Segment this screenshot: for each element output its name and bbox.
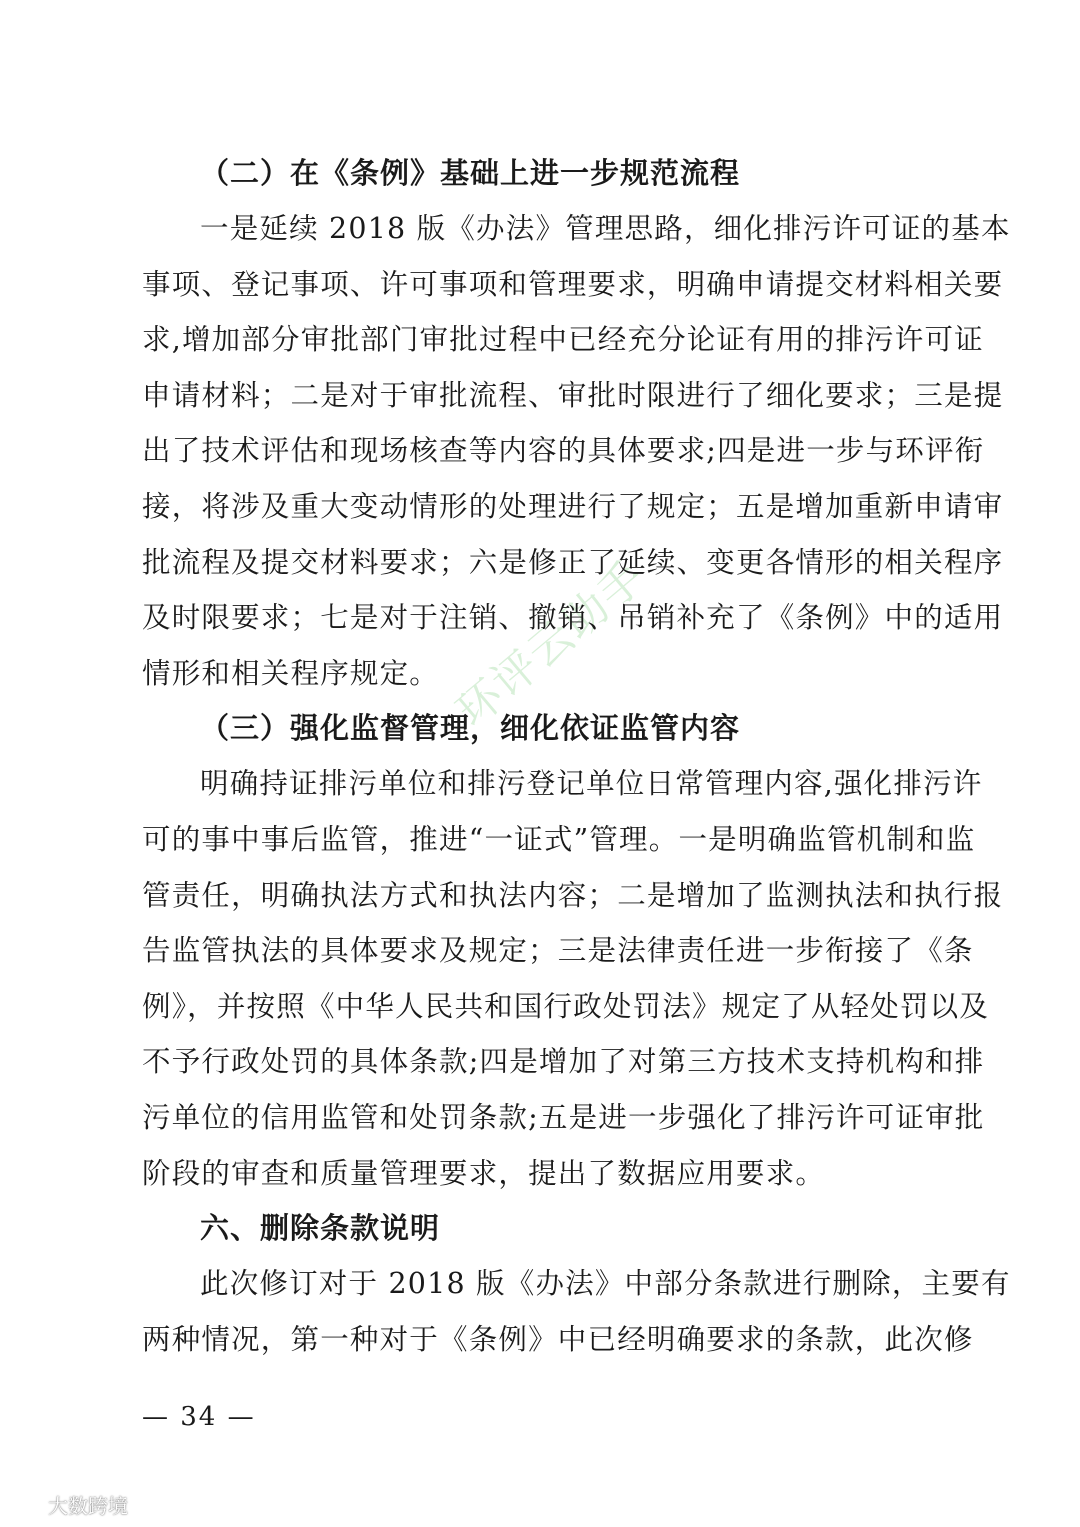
section-heading-6: 六、删除条款说明 (200, 1211, 441, 1246)
paragraph-process (142, 201, 1011, 701)
corner-watermark (8, 1490, 128, 1519)
watermark-text: 环评云助手 (447, 550, 657, 738)
paragraph-line: 告监管执法的具体要求及规定；三是法律责任进一步衔接了《条 (142, 934, 974, 968)
paragraph-line: 此次修订对于 2018 版《办法》中部分条款进行删除，主要有 (200, 1267, 1011, 1301)
paragraph-line: 求,增加部分审批部门审批过程中已经充分论证有用的排污许可证 (142, 323, 984, 357)
paragraph-line: 情形和相关程序规定。 (142, 656, 440, 690)
paragraph-line: 污单位的信用监管和处罚条款;五是进一步强化了排污许可证审批 (142, 1100, 985, 1134)
paragraph-line: 两种情况，第一种对于《条例》中已经明确要求的条款，此次修 (142, 1322, 974, 1356)
brand-logo-icon (8, 1495, 42, 1515)
paragraph-line: 不予行政处罚的具体条款;四是增加了对第三方技术支持机构和排 (142, 1045, 985, 1079)
paragraph-line: 及时限要求；七是对于注销、撤销、吊销补充了《条例》中的适用 (142, 601, 1004, 635)
paragraph-line: 明确持证排污单位和排污登记单位日常管理内容,强化排污许 (200, 767, 983, 801)
section-heading-3: （三）强化监督管理，细化依证监管内容 (200, 711, 741, 746)
document-body (142, 146, 1011, 1367)
paragraph-line: 阶段的审查和质量管理要求，提出了数据应用要求。 (142, 1156, 826, 1190)
paragraph-line: 事项、登记事项、许可事项和管理要求，明确申请提交材料相关要 (142, 267, 1004, 301)
paragraph-line: 可的事中事后监管，推进“一证式”管理。一是明确监管机制和监 (142, 822, 976, 856)
page-number: — 34 — (142, 1402, 256, 1432)
paragraph-line: 一是延续 2018 版《办法》管理思路，细化排污许可证的基本 (200, 212, 1011, 245)
paragraph-line: 批流程及提交材料要求；六是修正了延续、变更各情形的相关程序 (142, 545, 1004, 579)
paragraph-line: 例》，并按照《中华人民共和国行政处罚法》规定了从轻处罚以及 (142, 989, 990, 1023)
paragraph-line: 出了技术评估和现场核查等内容的具体要求;四是进一步与环评衔 (142, 434, 985, 468)
paragraph-line: 管责任，明确执法方式和执法内容；二是增加了监测执法和执行报 (142, 878, 1004, 912)
corner-label: 大数跨境 (48, 1494, 128, 1518)
section-heading-2: （二）在《条例》基础上进一步规范流程 (200, 156, 741, 190)
paragraph-supervision (142, 756, 1004, 1201)
paragraph-line: 申请材料；二是对于审批流程、审批时限进行了细化要求；三是提 (142, 378, 1004, 412)
paragraph-line: 接，将涉及重大变动情形的处理进行了规定；五是增加重新申请审 (142, 489, 1004, 523)
paragraph-deletion (142, 1256, 1011, 1367)
